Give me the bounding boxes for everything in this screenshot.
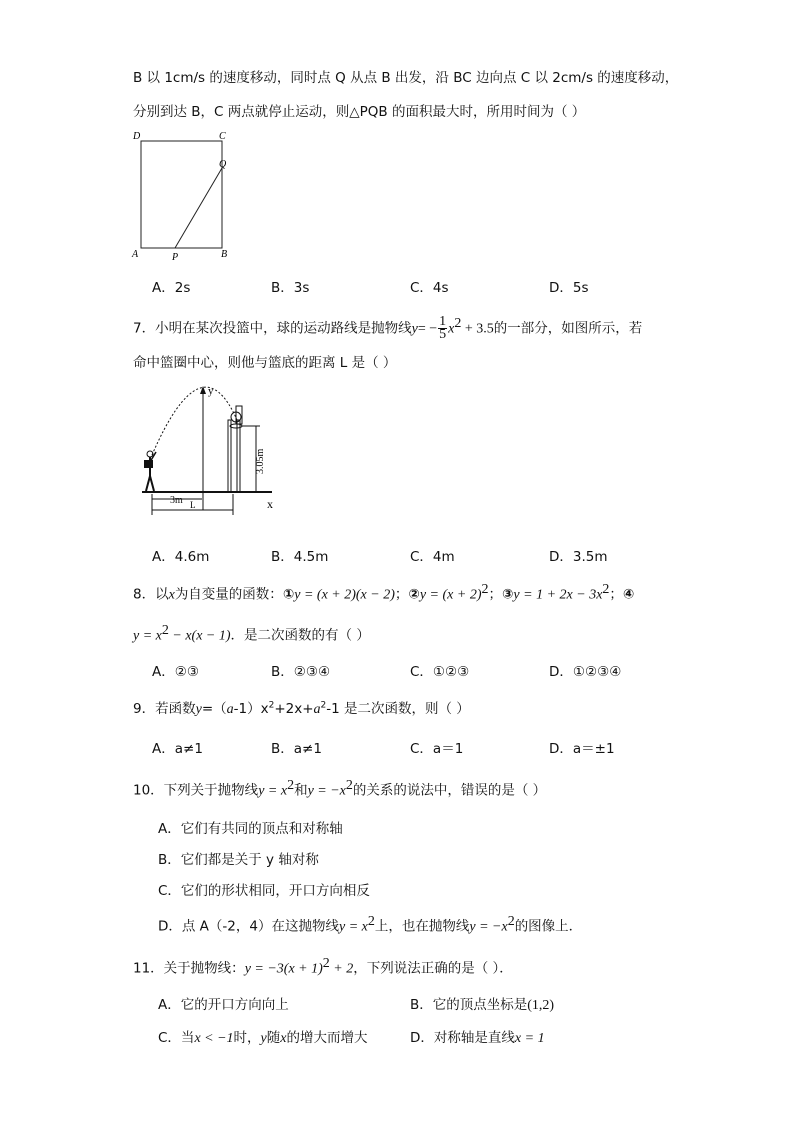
q11-formula: y = −3(x + 1) [244, 961, 323, 977]
q11-optc-x: x [280, 1031, 287, 1046]
q11-optd-pre: D．对称轴是直线 [410, 1030, 515, 1046]
q11-optc-post: 的增大而增大 [286, 1030, 368, 1046]
q10-f2: y = −x [307, 783, 346, 799]
q8-option-a[interactable]: A．②③ [152, 664, 199, 680]
q9-eq: =（ [201, 701, 227, 717]
q7-stem-line2: 命中篮圈中心，则他与篮底的距离 L 是（ ） [133, 355, 397, 371]
q7-stem-pre: 7．小明在某次投篮中，球的运动路线是抛物线 [133, 320, 412, 337]
q11-option-c[interactable] [158, 1026, 367, 1047]
q10-optd-f2: y = −x [469, 919, 508, 935]
q8-option-d[interactable]: D．①②③④ [549, 664, 622, 680]
q9-exp2: 2 [320, 700, 327, 711]
q6-text-line1: B 以 1cm/s 的速度移动，同时点 Q 从点 B 出发，沿 BC 边向点 C 以 2cm/s 的速度移动， [133, 70, 679, 86]
q7-formula-y: y [411, 321, 418, 337]
q11-stem-post: ，下列说法正确的是（ ）． [353, 960, 513, 977]
q7-option-d[interactable]: D．3.5m [549, 549, 608, 565]
q7-axis-y-label: y [208, 385, 214, 397]
q8-f1: y = (x + 2)(x − 2) [294, 587, 395, 603]
q10-f1-exp: 2 [287, 778, 295, 793]
q7-formula-x: x [448, 321, 455, 337]
q8-option-b[interactable]: B．②③④ [271, 664, 331, 680]
q10-and: 和 [294, 782, 308, 799]
q11-optc-mid2: 随 [266, 1030, 281, 1046]
q9-exp1: 2 [268, 700, 275, 711]
q8-f2-label: ② [408, 586, 420, 603]
q6-label-d: D [133, 131, 141, 142]
q11-optb-val: (1,2) [527, 998, 555, 1013]
q8-var: x [168, 587, 175, 603]
q9-y: y [195, 702, 202, 717]
q9-stem [133, 697, 470, 718]
q8-f3: y = 1 + 2x − 3x [513, 587, 603, 603]
q10-optd-f1: y = x [338, 919, 368, 935]
q7-basketball-figure [132, 380, 282, 520]
q9-mid3: -1 是二次函数，则（ ） [326, 701, 470, 717]
q8-stem-mid: 为自变量的函数： [174, 586, 283, 603]
q7-ball-trajectory [152, 387, 237, 455]
q11-stem [133, 956, 513, 978]
q8-f3-exp: 2 [602, 582, 610, 597]
q8-f1-label: ① [282, 586, 295, 603]
q8-option-c[interactable]: C．①②③ [410, 664, 470, 680]
q9-a1: a [226, 702, 234, 717]
q10-option-c[interactable]: C．它们的形状相同，开口方向相反 [158, 883, 370, 899]
q9-option-c[interactable]: C．a＝1 [410, 741, 464, 757]
q11-formula-exp: 2 [322, 956, 330, 971]
q9-mid1: -1）x [233, 701, 269, 717]
q7-formula-tail: + 3.5 [461, 321, 494, 337]
q10-f1: y = x [258, 783, 288, 799]
q6-option-c[interactable]: C．4s [410, 280, 449, 296]
q9-option-b[interactable]: B．a≠1 [271, 741, 322, 757]
q7-l-label: L [190, 500, 196, 510]
q9-mid2: +2x+ [274, 701, 314, 717]
q11-optd-val: x = 1 [514, 1031, 545, 1046]
q8-sep3: ； [609, 586, 623, 603]
q6-label-a: A [132, 249, 139, 260]
q10-option-a[interactable]: A．它们有共同的顶点和对称轴 [158, 821, 343, 837]
q6-option-d[interactable]: D．5s [549, 280, 589, 296]
basket-hoop-icon [228, 406, 242, 492]
q10-option-d[interactable] [158, 914, 582, 936]
q7-3m-label: 3m [170, 495, 183, 506]
q7-option-a[interactable]: A．4.6m [152, 549, 210, 565]
q10-optd-mid: 上，也在抛物线 [374, 918, 470, 935]
q7-fraction [438, 316, 447, 341]
q7-option-c[interactable]: C．4m [410, 549, 455, 565]
q7-height-label: 3.05m [255, 448, 266, 474]
q10-f2-exp: 2 [345, 778, 353, 793]
q8-f2: y = (x + 2) [419, 587, 482, 603]
q9-stem-pre: 9．若函数 [133, 701, 196, 717]
q10-optd-exp1: 2 [367, 914, 375, 929]
q11-option-d[interactable] [410, 1026, 545, 1047]
q6-label-q: Q [219, 159, 227, 170]
q6-text-line2: 分别到达 B，C 两点就停止运动，则△PQB 的面积最大时，所用时间为（ ） [133, 104, 586, 120]
q11-formula-tail: + 2 [329, 961, 354, 977]
q9-a2: a [313, 702, 321, 717]
q8-f4a: y = x [133, 628, 162, 644]
q6-option-b[interactable]: B．3s [271, 280, 310, 296]
q8-stem-post: ．是二次函数的有（ ） [230, 627, 370, 644]
q11-stem-pre: 11．关于抛物线： [133, 960, 245, 977]
q9-option-a[interactable]: A．a≠1 [152, 741, 203, 757]
q8-f4-label: ④ [622, 586, 635, 603]
q7-formula-exp: 2 [454, 316, 462, 331]
q8-stem-pre: 8．以 [133, 586, 169, 603]
q10-option-b[interactable]: B．它们都是关于 y 轴对称 [158, 852, 319, 868]
q7-frac-den: 5 [439, 327, 447, 342]
q11-optc-y: y [260, 1031, 267, 1046]
q11-optc-pre: C．当 [158, 1030, 195, 1046]
q6-rectangle-figure [128, 126, 240, 262]
q6-label-b: B [221, 249, 228, 260]
q7-formula-eq: = − [417, 321, 438, 337]
q8-sep1: ； [394, 586, 409, 603]
q8-sep2: ； [488, 586, 502, 603]
q6-label-p: P [172, 252, 179, 262]
q6-option-a[interactable]: A．2s [152, 280, 191, 296]
q10-stem-pre: 10．下列关于抛物线 [133, 782, 259, 799]
q7-option-b[interactable]: B．4.5m [271, 549, 329, 565]
q11-optc-cond: x < −1 [194, 1031, 234, 1046]
q10-stem-post: 的关系的说法中，错误的是（ ） [352, 782, 547, 799]
q7-frac-num: 1 [439, 314, 447, 329]
q10-stem [133, 778, 546, 800]
q7-axis-x-label: x [267, 497, 273, 511]
player-icon [144, 451, 156, 491]
q11-optc-mid: 时， [233, 1030, 261, 1046]
q8-f3-label: ③ [501, 586, 514, 603]
q6-label-c: C [219, 131, 226, 142]
q8-f4-exp: 2 [161, 623, 169, 638]
q9-option-d[interactable]: D．a＝±1 [549, 741, 615, 757]
q8-f2-exp: 2 [481, 582, 489, 597]
q10-optd-exp2: 2 [507, 914, 515, 929]
q8-stem-line2 [133, 623, 370, 645]
q8-stem [133, 582, 634, 604]
q10-optd-pre: D．点 A（-2，4）在这抛物线 [158, 918, 339, 935]
q7-stem [133, 310, 642, 344]
q11-optb-pre: B．它的顶点坐标是 [410, 997, 528, 1013]
q8-f4b: − x(x − 1) [168, 628, 231, 644]
q7-stem-post: 的一部分，如图所示，若 [493, 320, 643, 337]
q10-optd-post: 的图像上． [514, 918, 583, 935]
q11-option-a[interactable]: A．它的开口方向向上 [158, 997, 289, 1013]
q11-option-b[interactable] [410, 993, 554, 1014]
